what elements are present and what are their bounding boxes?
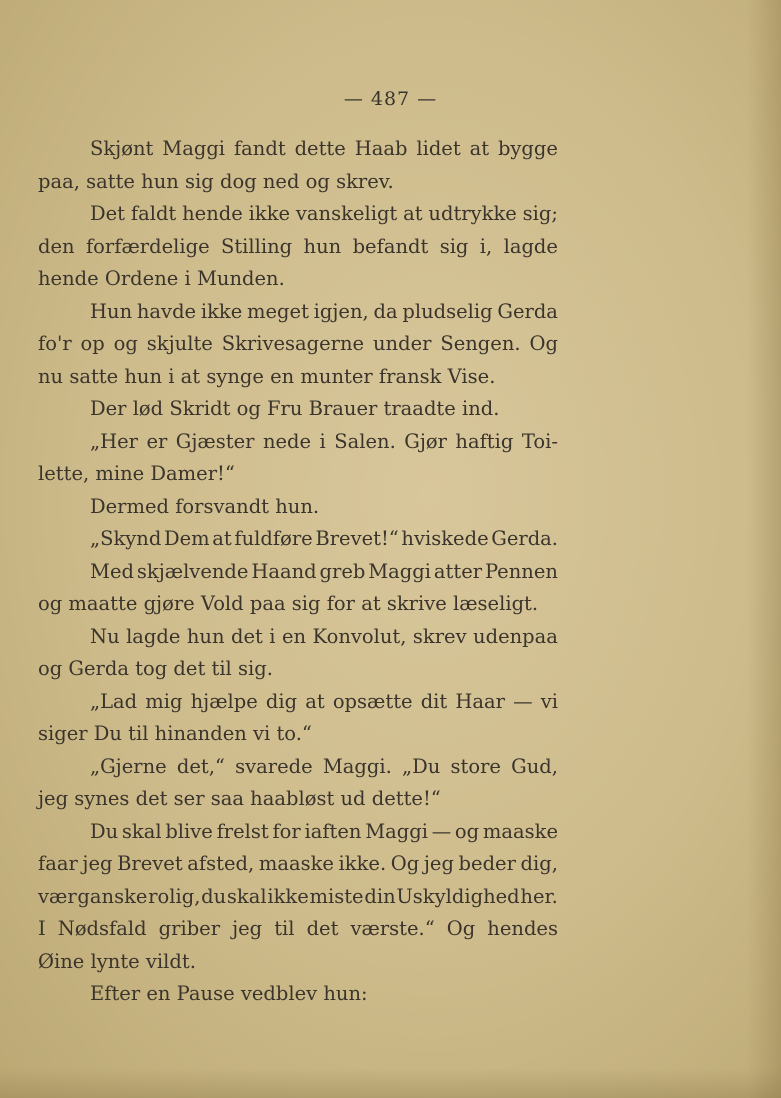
text-body: [38, 133, 558, 1011]
text-line: siger Du til hinanden vi to.“: [38, 722, 312, 745]
text-line: hende Ordene i Munden.: [38, 267, 285, 290]
page-edge-shadow: [747, 0, 781, 1098]
text-line: Efter en Pause vedblev hun:: [90, 982, 368, 1005]
text-line: Skjønt Maggi fandt dette Haab lidet at bygge: [90, 137, 558, 160]
text-line: „Skynd Dem at fuldføre Brevet!“ hviskede Gerda.: [90, 527, 558, 550]
text-line: Du skal blive frelst for iaften Maggi — og maaske: [90, 819, 558, 843]
text-line: vær ganske rolig, du skal ikke miste din Uskyldighed her.: [38, 884, 558, 908]
text-line: paa, satte hun sig dog ned og skrev.: [38, 169, 394, 193]
text-line: den forfærdelige Stilling hun befandt sig i, lagde: [38, 234, 558, 258]
text-line: lette, mine Damer!“: [38, 462, 235, 485]
page-bottom-shadow: [0, 1068, 781, 1098]
text-line: „Gjerne det,“ svarede Maggi. „Du store Gud,: [90, 754, 558, 778]
text-line: Med skjælvende Haand greb Maggi atter Pennen: [90, 559, 558, 583]
text-line: og maatte gjøre Vold paa sig for at skrive læseligt.: [38, 592, 539, 615]
text-line: I Nødsfald griber jeg til det værste.“ Og hendes: [38, 917, 558, 940]
text-line: og Gerda tog det til sig.: [38, 657, 273, 680]
text-line: faar jeg Brevet afsted, maaske ikke. Og jeg beder dig,: [38, 852, 558, 875]
page-number: — 487 —: [343, 88, 438, 110]
text-line: Dermed forsvandt hun.: [90, 494, 320, 518]
text-line: Der lød Skridt og Fru Brauer traadte ind.: [90, 397, 500, 420]
text-line: „Lad mig hjælpe dig at opsætte dit Haar — vi: [90, 689, 558, 713]
text-line: Øine lynte vildt.: [38, 949, 196, 973]
text-line: „Her er Gjæster nede i Salen. Gjør haftig Toi-: [90, 429, 558, 453]
text-line: fo'r op og skjulte Skrivesagerne under Sengen. Og: [38, 332, 558, 355]
text-line: jeg synes det ser saa haabløst ud dette!“: [38, 787, 441, 810]
text-line: nu satte hun i at synge en munter fransk Vise.: [38, 364, 496, 388]
text-line: Det faldt hende ikke vanskeligt at udtrykke sig;: [90, 202, 558, 225]
text-line: Nu lagde hun det i en Konvolut, skrev udenpaa: [90, 624, 558, 648]
text-line: Hun havde ikke meget igjen, da pludselig Gerda: [90, 299, 558, 323]
